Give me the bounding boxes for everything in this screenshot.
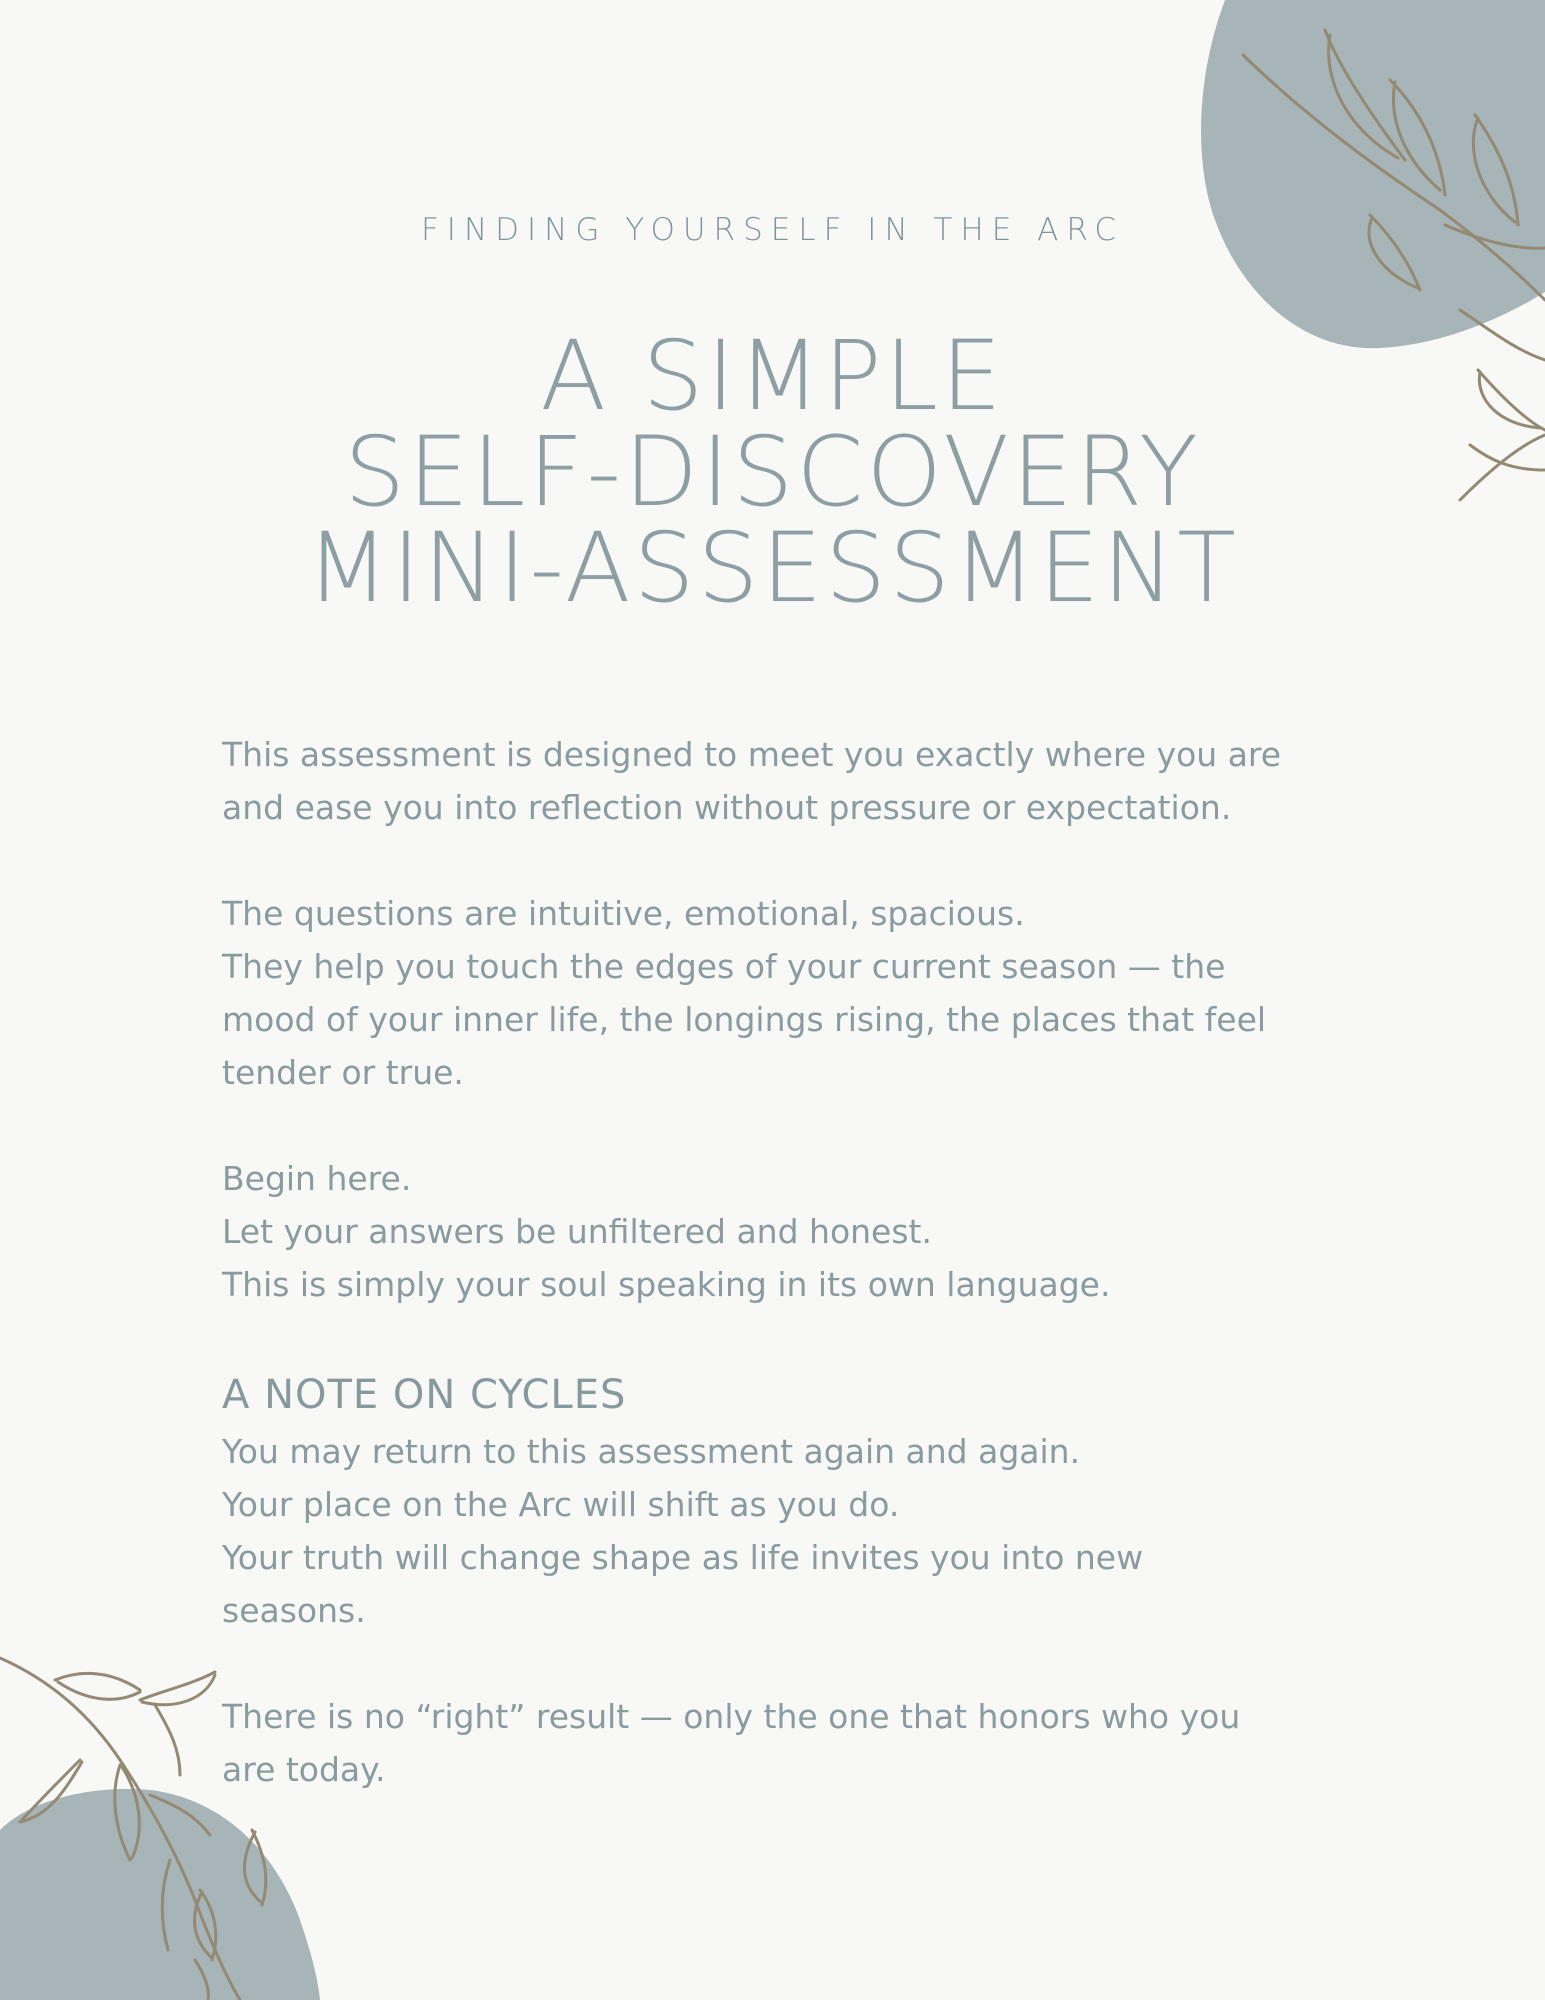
intro-paragraph-3-line-2: Let your answers be unfiltered and honest. <box>222 1212 932 1251</box>
intro-section <box>222 728 1332 1311</box>
note-section <box>222 1365 1332 1796</box>
closing-line-1: There is no “right” result — only the one that honors who you <box>222 1697 1241 1736</box>
intro-paragraph-2-line-1: The questions are intuitive, emotional, spacious. <box>222 894 1025 933</box>
note-line-2: Your place on the Arc will shift as you do. <box>222 1485 900 1524</box>
note-line-3: Your truth will change shape as life invites you into new <box>222 1538 1144 1577</box>
intro-paragraph-1-line-1: This assessment is designed to meet you exactly where you are <box>222 735 1282 774</box>
closing-line-2: are today. <box>222 1750 386 1789</box>
intro-paragraph-3-line-1: Begin here. <box>222 1159 412 1198</box>
intro-paragraph-2-line-4: tender or true. <box>222 1053 464 1092</box>
note-line-4: seasons. <box>222 1591 366 1630</box>
intro-paragraph-1-line-2: and ease you into reflection without pressure or expectation. <box>222 788 1232 827</box>
intro-paragraph-3-line-3: This is simply your soul speaking in its own language. <box>222 1265 1111 1304</box>
note-heading: A NOTE ON CYCLES <box>222 1372 627 1418</box>
page-kicker: FINDING YOURSELF IN THE ARC <box>420 212 1125 248</box>
title-line-2: SELF-DISCOVERY <box>344 416 1201 528</box>
title-line-3: MINI-ASSESSMENT <box>306 512 1239 624</box>
note-line-1: You may return to this assessment again and again. <box>222 1432 1081 1471</box>
page-title <box>0 320 1545 624</box>
intro-paragraph-2-line-3: mood of your inner life, the longings rising, the places that feel <box>222 1000 1267 1039</box>
intro-paragraph-2-line-2: They help you touch the edges of your current season — the <box>222 947 1226 986</box>
top-right-blob <box>1201 0 1545 348</box>
title-line-1: A SIMPLE <box>540 320 1005 432</box>
bottom-left-blob <box>0 1789 320 2000</box>
